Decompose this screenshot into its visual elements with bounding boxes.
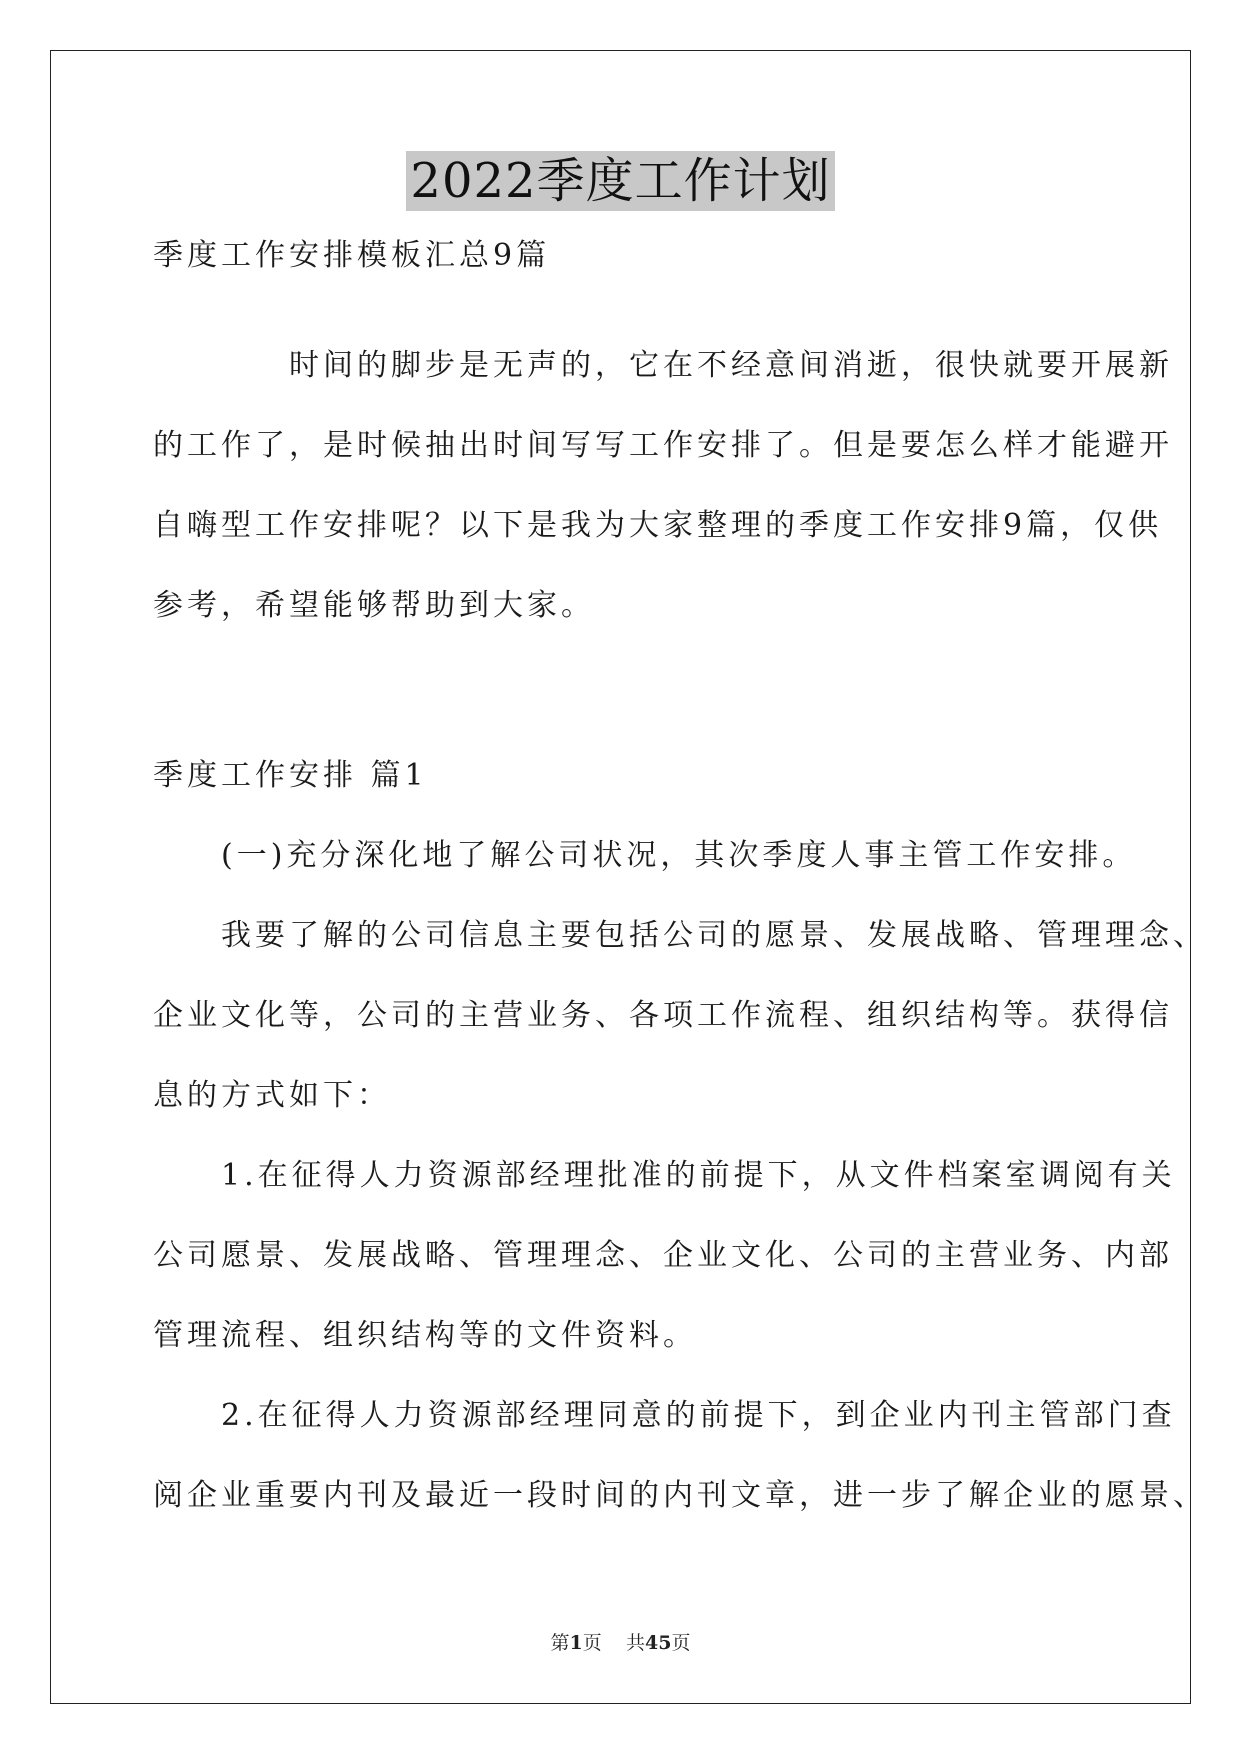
body-line: 时间的脚步是无声的，它在不经意间消逝，很快就要开展新 (153, 348, 1173, 383)
body-line: 的工作了，是时候抽出时间写写工作安排了。但是要怎么样才能避开 (153, 428, 1173, 463)
page-number: 1 (569, 1632, 583, 1654)
subtitle-line: 季度工作安排模板汇总9篇 (153, 238, 551, 273)
page-border (50, 50, 1191, 1704)
page-prefix: 第 (550, 1632, 570, 1654)
total-prefix: 共 (625, 1632, 645, 1654)
document-title (0, 153, 1241, 209)
body-line: 我要了解的公司信息主要包括公司的愿景、发展战略、管理理念、 (153, 918, 1207, 953)
body-line: 阅企业重要内刊及最近一段时间的内刊文章，进一步了解企业的愿景、 (153, 1478, 1207, 1513)
body-line: 自嗨型工作安排呢？以下是我为大家整理的季度工作安排9篇，仅供 (153, 508, 1163, 543)
body-line: 企业文化等，公司的主营业务、各项工作流程、组织结构等。获得信 (153, 998, 1173, 1033)
total-pages: 45 (644, 1632, 672, 1654)
title-text: 2022季度工作计划 (406, 151, 834, 211)
body-line: 1.在征得人力资源部经理批准的前提下，从文件档案室调阅有关 (153, 1158, 1176, 1193)
body-line: 息的方式如下： (153, 1078, 391, 1113)
body-line: 2.在征得人力资源部经理同意的前提下，到企业内刊主管部门查 (153, 1398, 1176, 1433)
total-unit: 页 (671, 1632, 691, 1654)
body-line: 参考，希望能够帮助到大家。 (153, 588, 595, 623)
body-line: 公司愿景、发展战略、管理理念、企业文化、公司的主营业务、内部 (153, 1238, 1173, 1273)
body-line: 管理流程、组织结构等的文件资料。 (153, 1318, 697, 1353)
page-unit: 页 (582, 1632, 602, 1654)
body-line: (一)充分深化地了解公司状况，其次季度人事主管工作安排。 (153, 838, 1137, 873)
page-footer (0, 1631, 1241, 1655)
section-heading: 季度工作安排 篇1 (153, 758, 428, 793)
